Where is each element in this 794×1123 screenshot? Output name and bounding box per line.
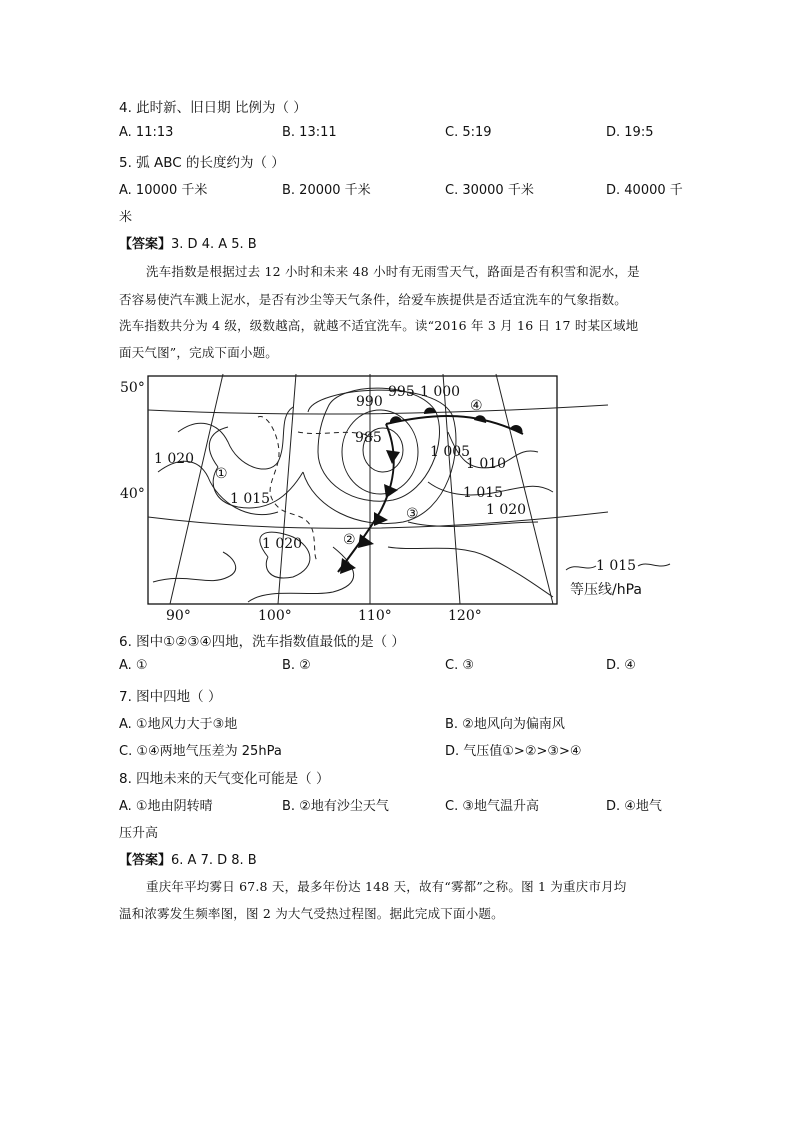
lon-label-100: 100° bbox=[258, 608, 292, 624]
answer-tag: 【答案】 bbox=[119, 853, 172, 868]
answer-block-1 bbox=[119, 233, 257, 252]
q7-option-c: C. ①④两地气压差为 25hPa bbox=[119, 744, 282, 759]
isobar-label-1020-west: 1 020 bbox=[154, 451, 195, 467]
q7-option-a: A. ①地风力大于③地 bbox=[119, 717, 238, 732]
question-5-stem: 5. 弧 ABC 的长度约为（ ） bbox=[119, 155, 285, 171]
q6-option-b: B. ② bbox=[282, 658, 311, 673]
isobar-label-1015: 1 015 bbox=[463, 485, 504, 501]
q6-option-d: D. ④ bbox=[606, 658, 636, 673]
answer-text: 6. A 7. D 8. B bbox=[171, 853, 257, 868]
isobar-label-1015-mid: 1 015 bbox=[230, 491, 271, 507]
place-4: ④ bbox=[470, 398, 483, 414]
isobar-label-1005: 1 005 bbox=[430, 444, 471, 460]
place-3: ③ bbox=[406, 506, 419, 522]
passage1-line-2: 否容易使汽车溅上泥水，是否有沙尘等天气条件，给爱车族提供是否适宜洗车的气象指数。 bbox=[119, 292, 628, 307]
lat-label-50: 50° bbox=[120, 380, 145, 396]
passage1-line-1: 洗车指数是根据过去 12 小时和未来 48 小时有无雨雪天气，路面是否有积雪和泥水，是 bbox=[146, 264, 640, 279]
passage2-line-1: 重庆年平均雾日 67.8 天，最多年份达 148 天，故有“雾都”之称。图 1 为重庆市月均 bbox=[146, 879, 627, 894]
q8-option-b: B. ②地有沙尘天气 bbox=[282, 799, 389, 814]
question-4-stem: 4. 此时新、旧日期 比例为（ ） bbox=[119, 100, 307, 116]
legend-text: 等压线/hPa bbox=[570, 582, 642, 598]
lon-label-110: 110° bbox=[358, 608, 392, 624]
question-7-stem: 7. 图中四地（ ） bbox=[119, 689, 222, 705]
q5-option-a: A. 10000 千米 bbox=[119, 183, 208, 198]
q6-option-c: C. ③ bbox=[445, 658, 474, 673]
isobar-label-1020-south: 1 020 bbox=[262, 536, 303, 552]
question-6-stem: 6. 图中①②③④四地，洗车指数值最低的是（ ） bbox=[119, 634, 405, 650]
q5-option-c: C. 30000 千米 bbox=[445, 183, 534, 198]
place-2: ② bbox=[343, 532, 356, 548]
legend-value: 1 015 bbox=[596, 558, 637, 574]
cold-front bbox=[338, 424, 394, 572]
lon-label-90: 90° bbox=[166, 608, 191, 624]
passage1-line-4: 面天气图”，完成下面小题。 bbox=[119, 345, 278, 360]
place-1: ① bbox=[215, 466, 228, 482]
meridian-100 bbox=[278, 374, 296, 604]
answer-text: 3. D 4. A 5. B bbox=[171, 237, 257, 252]
isobar-label-985: 985 bbox=[355, 430, 382, 446]
meridian-90 bbox=[170, 374, 223, 604]
q4-option-b: B. 13:11 bbox=[282, 125, 337, 140]
q4-option-c: C. 5:19 bbox=[445, 125, 492, 140]
q8-option-a: A. ①地由阴转晴 bbox=[119, 799, 213, 814]
isobar-label-1010: 1 010 bbox=[466, 456, 507, 472]
q5-option-b: B. 20000 千米 bbox=[282, 183, 371, 198]
weather-map bbox=[118, 372, 678, 624]
q8-option-d: D. ④地气 bbox=[606, 799, 662, 814]
meridian-120 bbox=[443, 374, 460, 604]
q7-option-d: D. 气压值①>②>③>④ bbox=[445, 744, 582, 759]
passage1-line-3: 洗车指数共分为 4 级，级数越高，就越不适宜洗车。读“2016 年 3 月 16 日 17 时某区域地 bbox=[119, 318, 639, 333]
question-8-stem: 8. 四地未来的天气变化可能是（ ） bbox=[119, 771, 330, 787]
q7-option-b: B. ②地风向为偏南风 bbox=[445, 717, 565, 732]
isobar-label-990: 990 bbox=[356, 394, 383, 410]
legend-isobar-icon bbox=[566, 566, 596, 570]
q6-option-a: A. ① bbox=[119, 658, 148, 673]
answer-block-2 bbox=[119, 849, 257, 868]
isobar-label-995: 995 bbox=[388, 384, 415, 400]
q8-option-d-wrap: 压升高 bbox=[119, 826, 159, 841]
q5-option-d: D. 40000 千 bbox=[606, 183, 683, 198]
passage2-line-2: 温和浓雾发生频率图，图 2 为大气受热过程图。据此完成下面小题。 bbox=[119, 906, 504, 921]
isobar-label-1000: 1 000 bbox=[420, 384, 461, 400]
q8-option-c: C. ③地气温升高 bbox=[445, 799, 539, 814]
q4-option-a: A. 11:13 bbox=[119, 125, 174, 140]
q4-option-d: D. 19:5 bbox=[606, 125, 654, 140]
lat-label-40: 40° bbox=[120, 486, 145, 502]
isobar-label-1020-east: 1 020 bbox=[486, 502, 527, 518]
q5-option-d-wrap: 米 bbox=[119, 210, 133, 225]
answer-tag: 【答案】 bbox=[119, 237, 172, 252]
lon-label-120: 120° bbox=[448, 608, 482, 624]
